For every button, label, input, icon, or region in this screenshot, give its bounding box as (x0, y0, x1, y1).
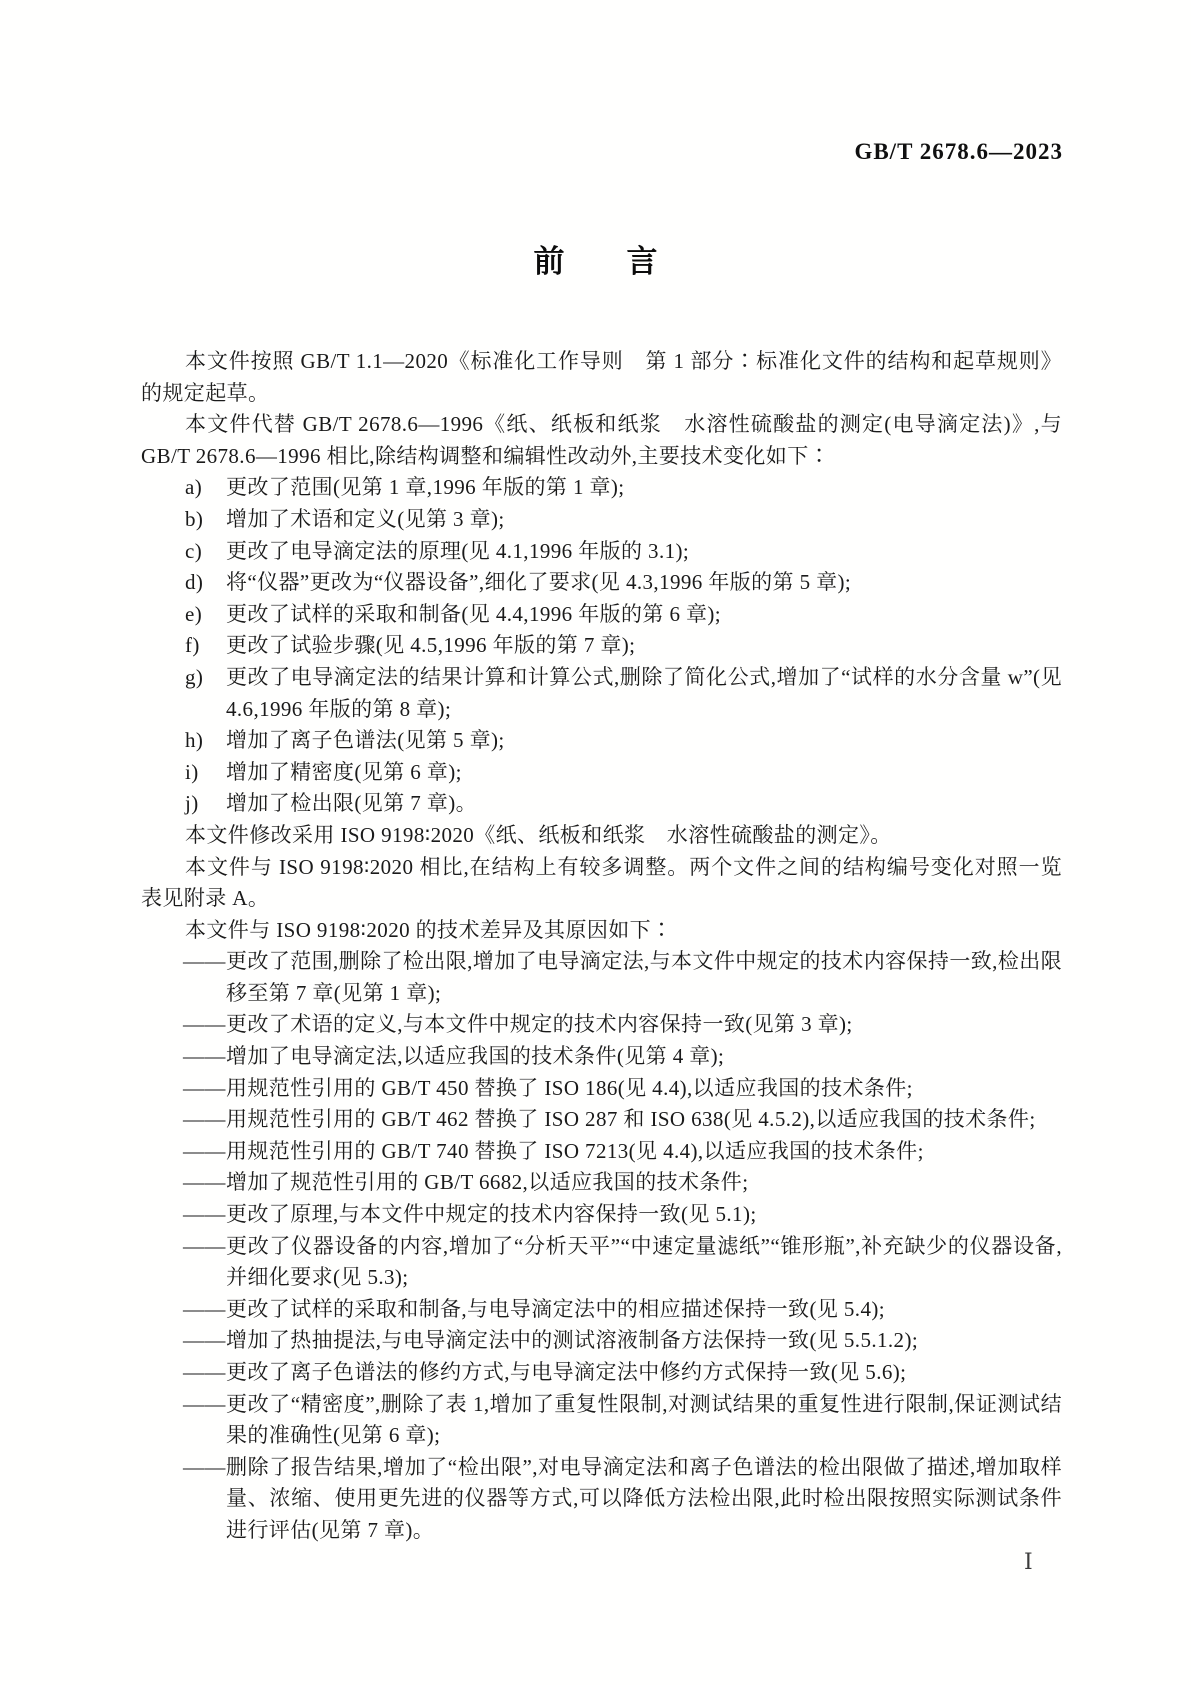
list-item (141, 599, 1062, 631)
dash-marker: —— (183, 1360, 226, 1384)
list-item (141, 1199, 1062, 1231)
dash-marker: —— (183, 1012, 226, 1037)
list-item-label: c) (185, 538, 203, 563)
list-item-text: 更改了仪器设备的内容,增加了“分析天平”“中速定量滤纸”“锥形瓶”,补充缺少的仪器设备,并细化要求(见 5.3); (226, 1233, 1062, 1290)
list-item-text: 删除了报告结果,增加了“检出限”,对电导滴定法和离子色谱法的检出限做了描述,增加取样量、浓缩、使用更先进的仪器等方式,可以降低方法检出限,此时检出限按照实际测试条件进行评估(见第 7 章)。 (226, 1454, 1062, 1542)
mid-paragraph: 本文件与 ISO 9198∶2020 的技术差异及其原因如下∶ (185, 917, 673, 942)
dash-marker: —— (183, 1454, 226, 1479)
dash-marker: —— (183, 1391, 226, 1416)
list-item-text: 增加了规范性引用的 GB/T 6682,以适应我国的技术条件; (226, 1170, 749, 1195)
dash-marker: —— (183, 1170, 226, 1195)
list-item-text: 更改了电导滴定法的原理(见 4.1,1996 年版的 3.1); (226, 538, 690, 563)
list-item-label: h) (185, 728, 204, 753)
list-item (141, 788, 1062, 820)
list-item-text: 增加了离子色谱法(见第 5 章); (226, 728, 505, 753)
dash-list (141, 946, 1062, 1546)
list-item (141, 472, 1062, 504)
list-item (141, 1136, 1062, 1168)
dash-marker: —— (183, 949, 226, 974)
list-item-text: 更改了范围(见第 1 章,1996 年版的第 1 章); (226, 475, 625, 500)
list-item-text: 更改了试样的采取和制备,与电导滴定法中的相应描述保持一致(见 5.4); (226, 1296, 885, 1321)
intro-paragraph: 本文件按照 GB/T 1.1—2020《标准化工作导则 第 1 部分∶标准化文件的结构和起草规则》的规定起草。 (141, 349, 1062, 405)
dash-marker: —— (183, 1296, 226, 1321)
list-item-text: 增加了检出限(见第 7 章)。 (226, 791, 477, 816)
list-item-text: 更改了原理,与本文件中规定的技术内容保持一致(见 5.1); (226, 1202, 757, 1227)
list-item (141, 1041, 1062, 1073)
list-item-text: 更改了试验步骤(见 4.5,1996 年版的第 7 章); (226, 633, 636, 658)
mid-paragraph: 本文件与 ISO 9198∶2020 相比,在结构上有较多调整。两个文件之间的结构编号变化对照一览表见附录 A。 (141, 854, 1062, 911)
list-item-label: e) (185, 601, 203, 626)
list-item (141, 662, 1062, 725)
page-title: 前 言 (533, 244, 658, 279)
list-item (141, 1009, 1062, 1041)
intro-paragraph: 本文件代替 GB/T 2678.6—1996《纸、纸板和纸浆 水溶性硫酸盐的测定(电导滴定法)》,与 GB/T 2678.6—1996 相比,除结构调整和编辑性改动外,主要技术变化如下∶ (141, 412, 1062, 468)
mid-paragraph: 本文件修改采用 ISO 9198∶2020《纸、纸板和纸浆 水溶性硫酸盐的测定》。 (185, 822, 892, 847)
list-item-text: 增加了热抽提法,与电导滴定法中的测试溶液制备方法保持一致(见 5.5.1.2); (226, 1328, 919, 1353)
list-item (141, 1357, 1062, 1389)
dash-marker: —— (183, 1328, 226, 1353)
list-item-label: g) (185, 664, 204, 689)
list-item (141, 757, 1062, 789)
list-item-text: 用规范性引用的 GB/T 450 替换了 ISO 186(见 4.4),以适应我国的技术条件; (226, 1075, 913, 1100)
list-item-label: b) (185, 506, 204, 531)
list-item-label: f) (185, 633, 200, 658)
list-item (141, 725, 1062, 757)
dash-marker: —— (183, 1107, 226, 1132)
list-item-text: 增加了电导滴定法,以适应我国的技术条件(见第 4 章); (226, 1044, 725, 1069)
list-item (141, 1452, 1062, 1547)
list-item-text: 更改了离子色谱法的修约方式,与电导滴定法中修约方式保持一致(见 5.6); (226, 1360, 907, 1384)
list-item (141, 1167, 1062, 1199)
dash-marker: —— (183, 1233, 226, 1258)
list-item-text: 更改了电导滴定法的结果计算和计算公式,删除了简化公式,增加了“试样的水分含量 w”(见 4.6,1996 年版的第 8 章); (226, 664, 1062, 721)
list-item-text: 增加了术语和定义(见第 3 章); (226, 506, 505, 531)
dash-marker: —— (183, 1044, 226, 1069)
list-item-label: i) (185, 759, 199, 784)
list-item (141, 946, 1062, 1009)
lettered-list (141, 472, 1062, 820)
list-item-label: j) (185, 791, 199, 816)
list-item (141, 1104, 1062, 1136)
standard-number: GB/T 2678.6—2023 (854, 139, 1063, 164)
page-number: Ⅰ (1024, 1549, 1033, 1574)
list-item-text: 用规范性引用的 GB/T 462 替换了 ISO 287 和 ISO 638(见 4.5.2),以适应我国的技术条件; (226, 1107, 1036, 1132)
list-item-label: d) (185, 570, 204, 595)
list-item-text: 将“仪器”更改为“仪器设备”,细化了要求(见 4.3,1996 年版的第 5 章); (226, 570, 852, 595)
list-item (141, 1073, 1062, 1105)
list-item-text: 增加了精密度(见第 6 章); (226, 759, 462, 784)
list-item (141, 1325, 1062, 1357)
list-item (141, 504, 1062, 536)
list-item (141, 1389, 1062, 1452)
list-item-text: 更改了术语的定义,与本文件中规定的技术内容保持一致(见第 3 章); (226, 1012, 853, 1037)
list-item-text: 更改了范围,删除了检出限,增加了电导滴定法,与本文件中规定的技术内容保持一致,检出限移至第 7 章(见第 1 章); (226, 949, 1062, 1005)
list-item-text: 用规范性引用的 GB/T 740 替换了 ISO 7213(见 4.4),以适应我国的技术条件; (226, 1138, 924, 1163)
list-item (141, 630, 1062, 662)
list-item (141, 1294, 1062, 1326)
list-item-label: a) (185, 475, 203, 500)
foreword-content (141, 346, 1062, 1547)
dash-marker: —— (183, 1202, 226, 1227)
list-item (141, 1231, 1062, 1294)
dash-marker: —— (183, 1075, 226, 1100)
list-item (141, 567, 1062, 599)
list-item-text: 更改了试样的采取和制备(见 4.4,1996 年版的第 6 章); (226, 601, 722, 626)
dash-marker: —— (183, 1138, 226, 1163)
list-item (141, 536, 1062, 568)
list-item-text: 更改了“精密度”,删除了表 1,增加了重复性限制,对测试结果的重复性进行限制,保证测试结果的准确性(见第 6 章); (226, 1391, 1062, 1448)
